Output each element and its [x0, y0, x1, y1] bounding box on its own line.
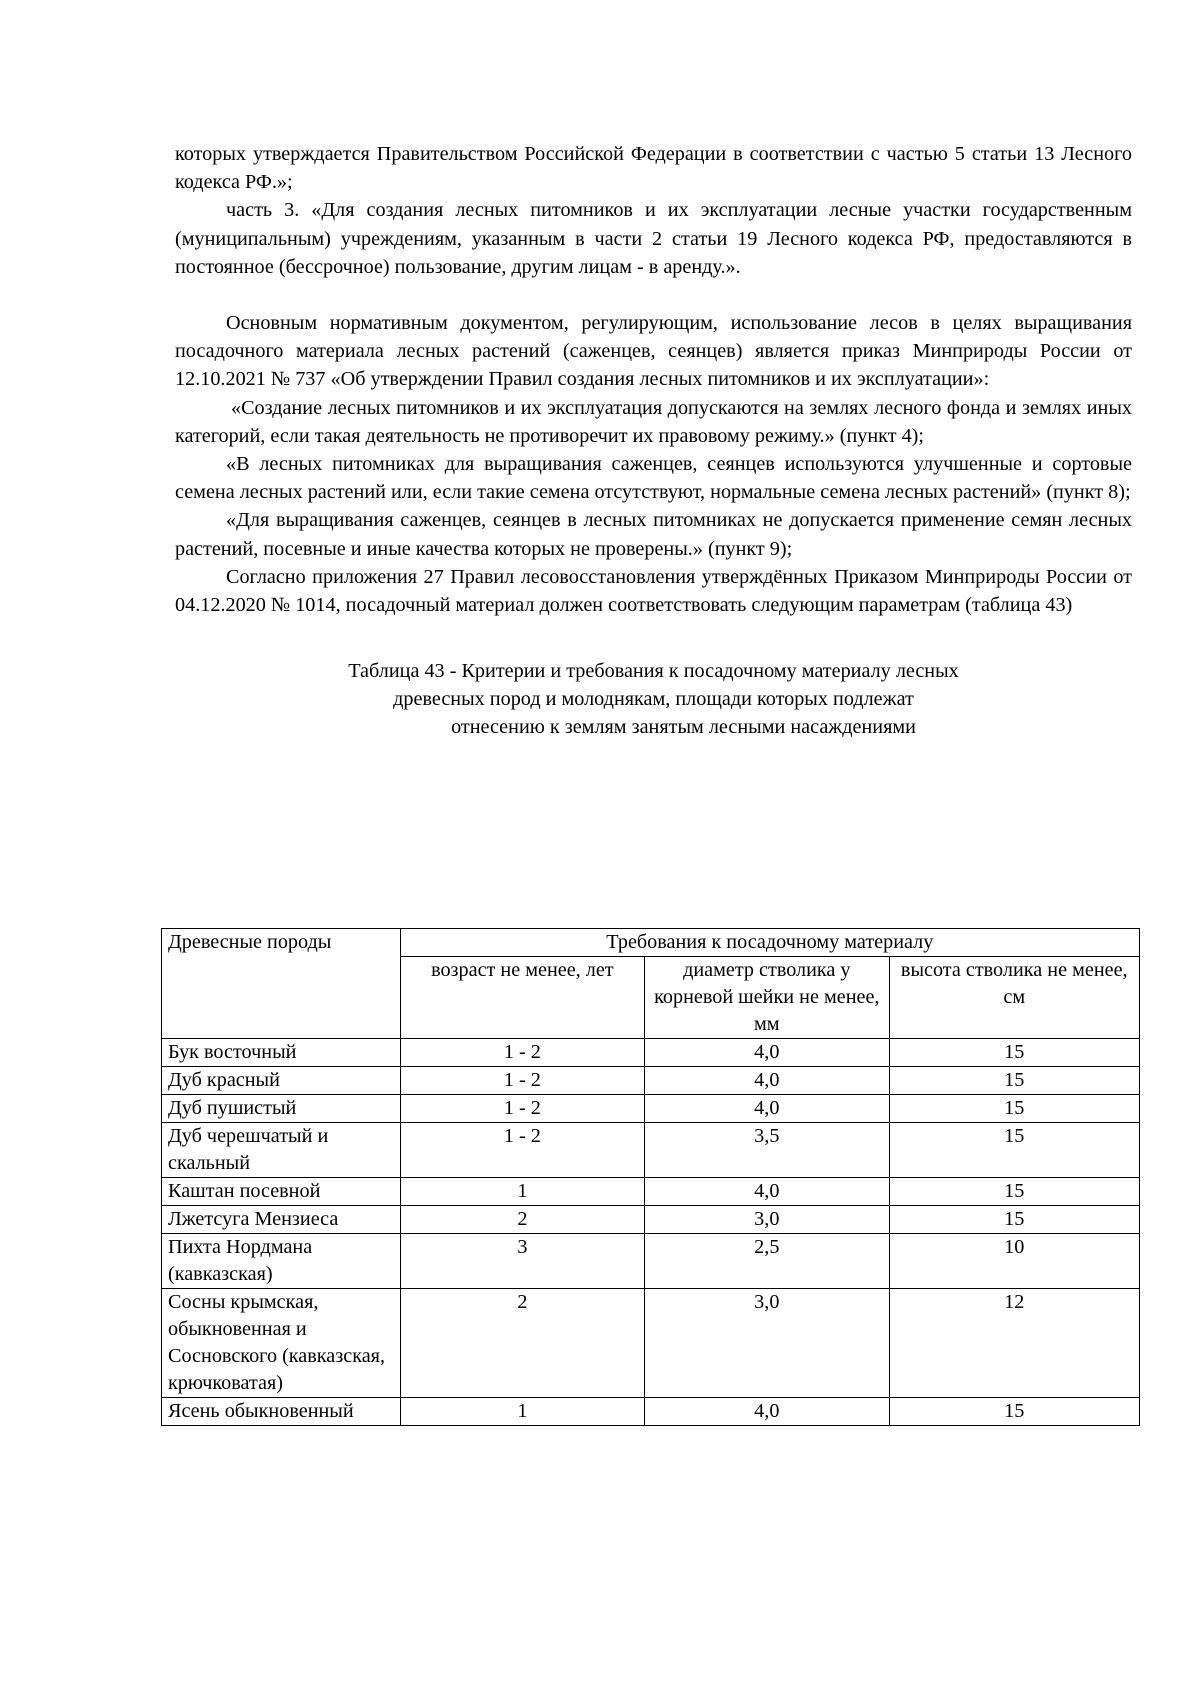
cell-age: 1 - 2 [400, 1095, 644, 1123]
header-diameter: диаметр стволика у корневой шейки не менее, мм [645, 957, 889, 1039]
paragraph-gap [175, 281, 1132, 309]
paragraph-continuation: которых утверждается Правительством Российской Федерации в соответствии с частью 5 статьи 13 Лесного кодекса РФ.»; [175, 143, 1132, 194]
cell-species: Лжетсуга Мензиеса [162, 1206, 401, 1234]
table-row [162, 1039, 1140, 1067]
cell-age: 1 - 2 [400, 1039, 644, 1067]
cell-height: 15 [889, 1039, 1139, 1067]
table-row [162, 1178, 1140, 1206]
cell-species: Пихта Нордмана (кавказская) [162, 1234, 401, 1289]
paragraph-annex-27: Согласно приложения 27 Правил лесовосстановления утверждённых Приказом Минприроды России от 04.12.2020 № 1014, посадочный материал должен соответствовать следующим параметрам (таблица 43) [175, 565, 1132, 617]
paragraph-quote-item-9: «Для выращивания саженцев, сеянцев в лесных питомниках не допускается применение семян лесных растений, посевные и иные качества которых не проверены.» (пункт 9); [175, 509, 1132, 560]
cell-age: 1 [400, 1178, 644, 1206]
document-body [175, 140, 1132, 741]
table-row [162, 1398, 1140, 1426]
cell-height: 15 [889, 1123, 1139, 1178]
cell-species: Дуб красный [162, 1067, 401, 1095]
cell-diameter: 3,0 [645, 1289, 889, 1398]
table-header-row [162, 929, 1140, 957]
cell-age: 3 [400, 1234, 644, 1289]
cell-diameter: 4,0 [645, 1095, 889, 1123]
cell-diameter: 2,5 [645, 1234, 889, 1289]
cell-height: 15 [889, 1178, 1139, 1206]
cell-age: 1 - 2 [400, 1123, 644, 1178]
table-row [162, 1123, 1140, 1178]
paragraph-quote-item-4: «Создание лесных питомников и их эксплуатация допускаются на землях лесного фонда и землях иных категорий, если такая деятельность не противоречит их правовому режиму.» (пункт 4); [175, 396, 1132, 447]
cell-species: Бук восточный [162, 1039, 401, 1067]
cell-age: 1 [400, 1398, 644, 1426]
paragraph-part-3: часть 3. «Для создания лесных питомников и их эксплуатации лесные участки государственным (муниципальным) учреждениям, указанным в части 2 статьи 19 Лесного кодекса РФ, предоставляются в постоянное (бессрочное) пользование, другим лицам - в аренду.». [175, 199, 1132, 278]
cell-diameter: 4,0 [645, 1067, 889, 1095]
cell-height: 15 [889, 1206, 1139, 1234]
criteria-table [161, 928, 1140, 1426]
cell-species: Сосны крымская, обыкновенная и Сосновского (кавказская, крючковатая) [162, 1289, 401, 1398]
cell-age: 1 - 2 [400, 1067, 644, 1095]
table-row [162, 1289, 1140, 1398]
cell-height: 15 [889, 1398, 1139, 1426]
table-caption-line-2: древесных пород и молоднякам, площади которых подлежат [393, 688, 914, 711]
table-caption-line-3: отнесению к землям занятым лесными насаждениями [451, 716, 916, 739]
cell-height: 15 [889, 1095, 1139, 1123]
table-row [162, 1095, 1140, 1123]
paragraph-main-regulation: Основным нормативным документом, регулирующим, использование лесов в целях выращивания посадочного материала лесных растений (саженцев, сеянцев) является приказ Минприроды России от 12.10.2021 № 737 «Об утверждении Правил создания лесных питомников и их эксплуатации»: [175, 312, 1132, 391]
header-height: высота стволика не менее, см [889, 957, 1139, 1039]
cell-species: Ясень обыкновенный [162, 1398, 401, 1426]
cell-species: Дуб черешчатый и скальный [162, 1123, 401, 1178]
cell-species: Дуб пушистый [162, 1095, 401, 1123]
table-row [162, 1234, 1140, 1289]
cell-height: 10 [889, 1234, 1139, 1289]
paragraph-quote-item-8: «В лесных питомниках для выращивания саженцев, сеянцев используются улучшенные и сортовые семена лесных растений или, если такие семена отсутствуют, нормальные семена лесных растений» (пункт 8); [175, 453, 1132, 504]
cell-age: 2 [400, 1289, 644, 1398]
cell-height: 12 [889, 1289, 1139, 1398]
cell-diameter: 4,0 [645, 1398, 889, 1426]
cell-height: 15 [889, 1067, 1139, 1095]
cell-diameter: 4,0 [645, 1039, 889, 1067]
table-row [162, 1206, 1140, 1234]
cell-diameter: 3,0 [645, 1206, 889, 1234]
header-species: Древесные породы [162, 929, 401, 1039]
table-caption [175, 657, 1132, 741]
cell-diameter: 4,0 [645, 1178, 889, 1206]
header-requirements: Требования к посадочному материалу [400, 929, 1139, 957]
table-row [162, 1067, 1140, 1095]
cell-age: 2 [400, 1206, 644, 1234]
cell-species: Каштан посевной [162, 1178, 401, 1206]
cell-diameter: 3,5 [645, 1123, 889, 1178]
header-age: возраст не менее, лет [400, 957, 644, 1039]
table-caption-line-1: Таблица 43 - Критерии и требования к посадочному материалу лесных [348, 660, 959, 683]
